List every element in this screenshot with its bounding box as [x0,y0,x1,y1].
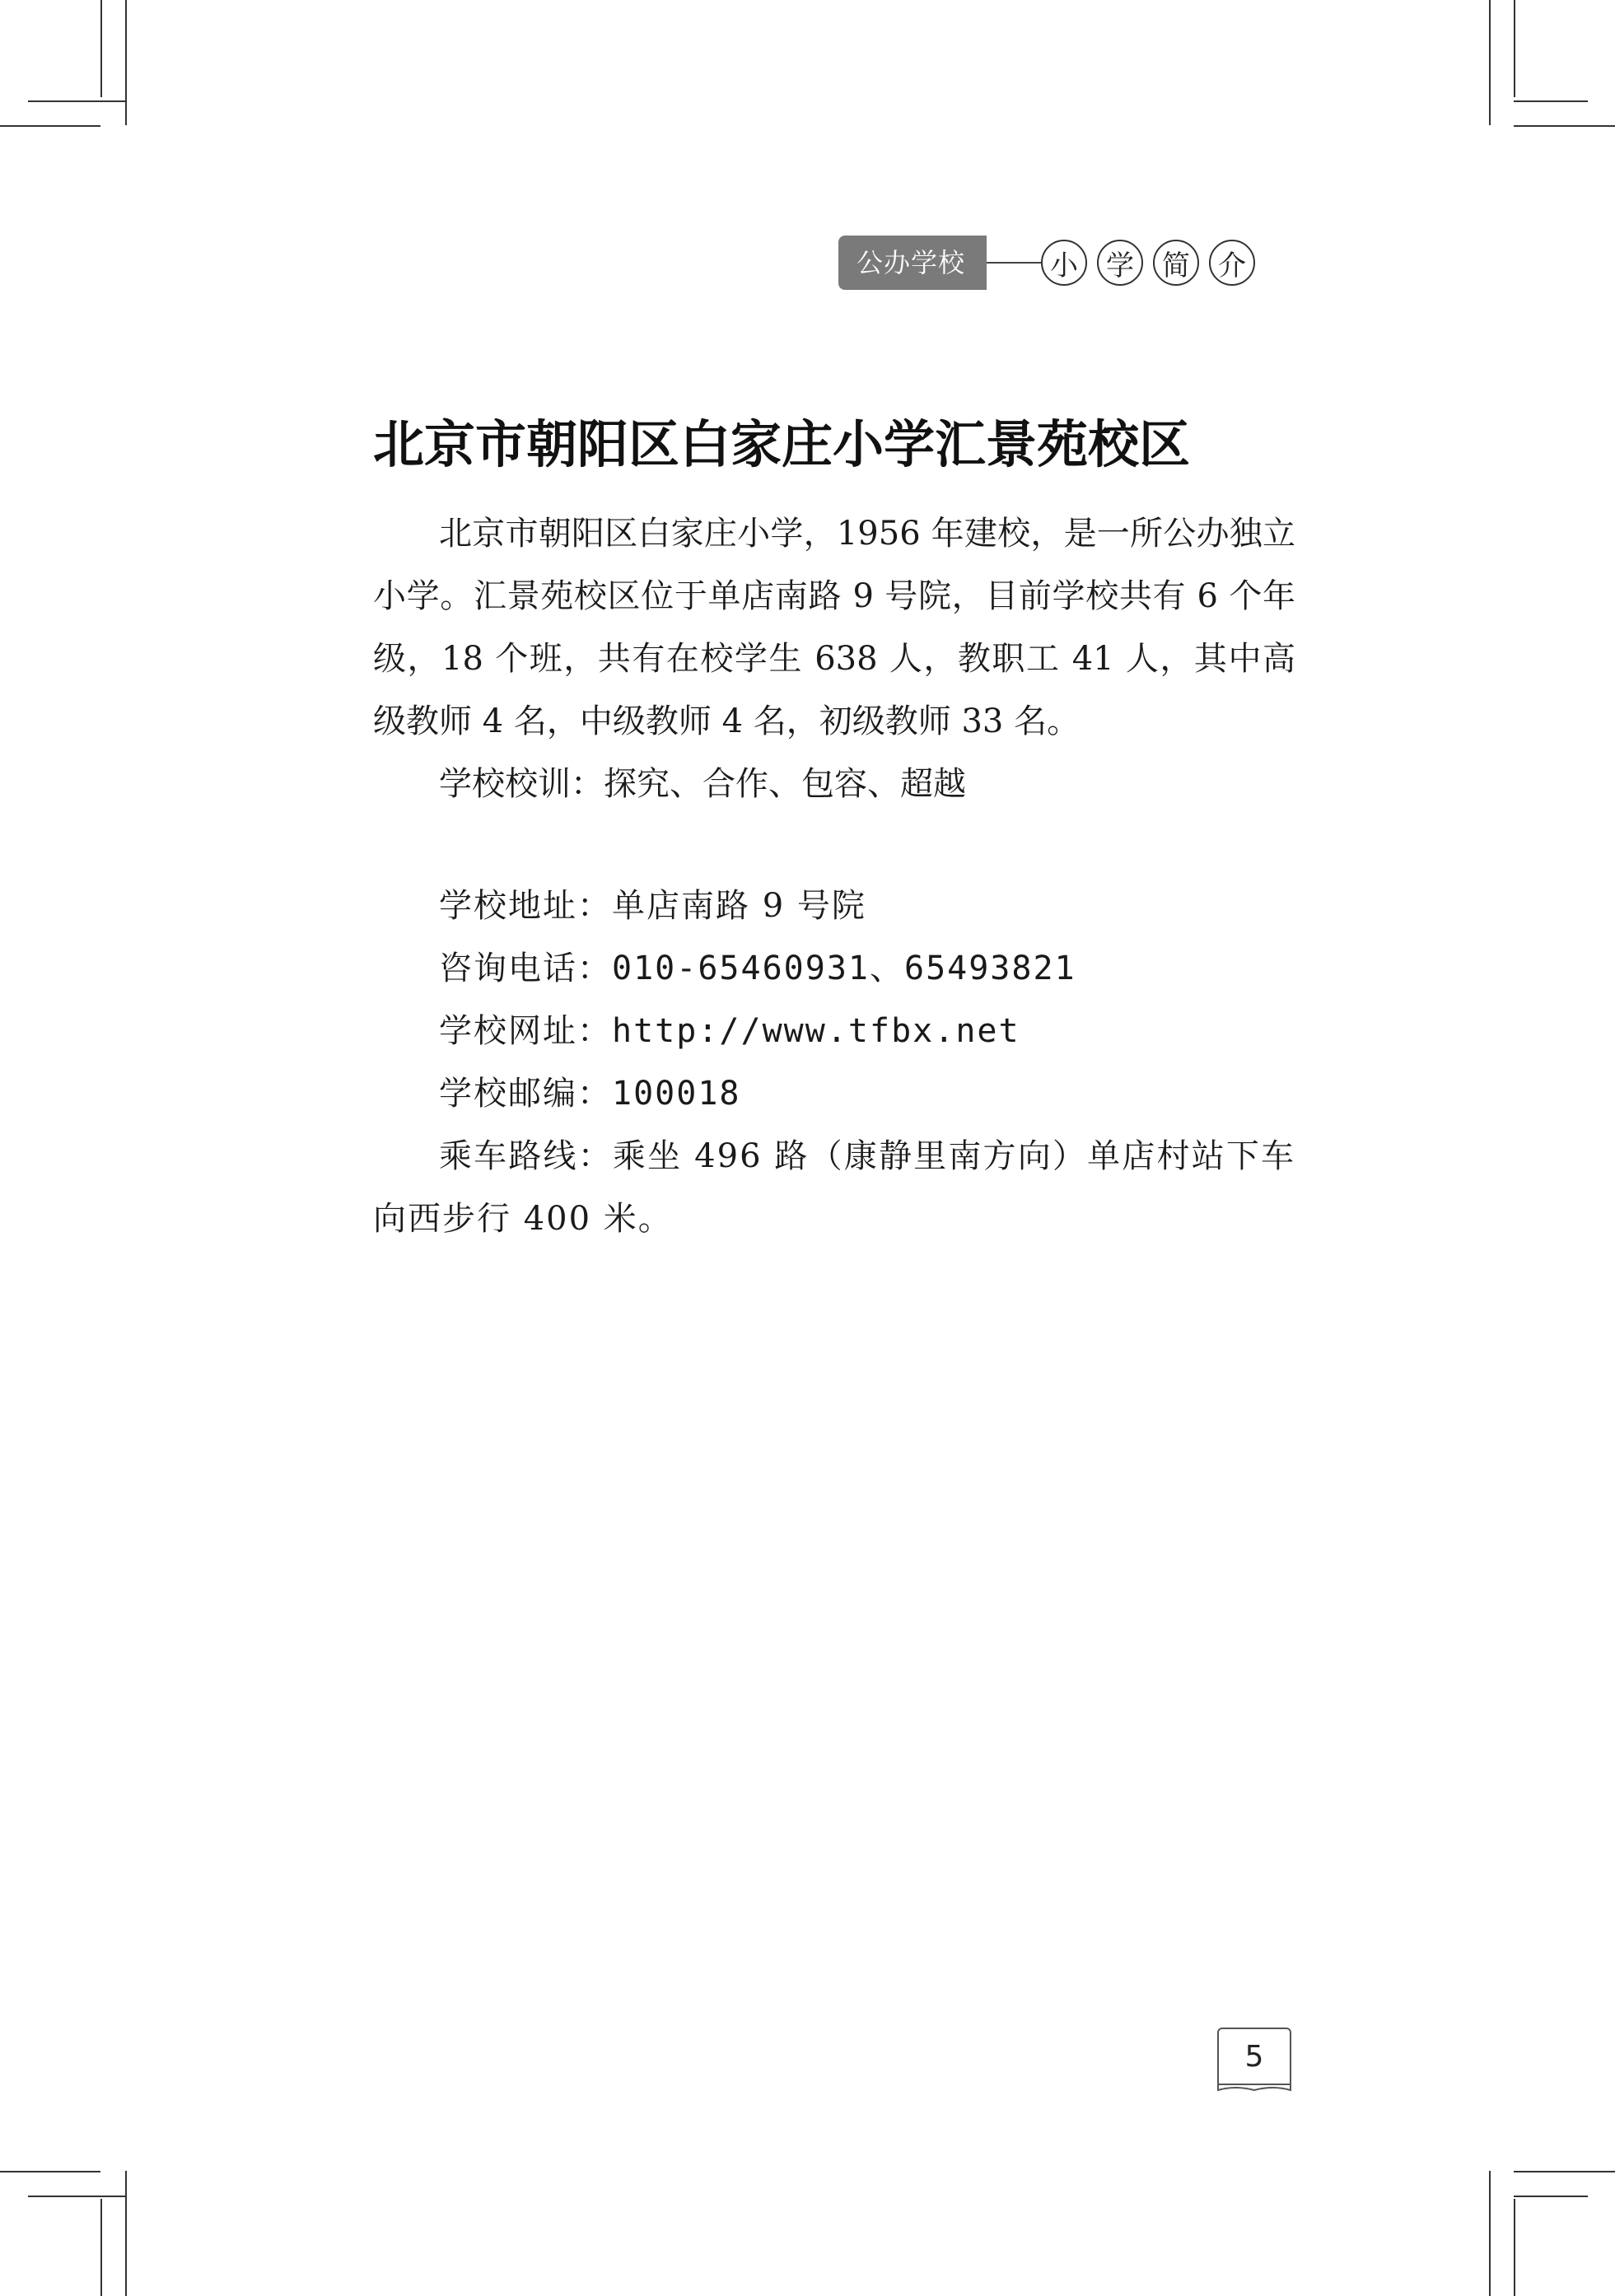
postcode-value: 100018 [612,1075,741,1113]
address-value: 单店南路 9 号院 [612,887,866,925]
header-circle-char: 小 [1041,240,1087,286]
address-label: 学校地址： [439,887,612,925]
crop-mark [100,2199,102,2296]
route-value: 乘坐 496 路（康静里南方向）单店村站下车向西步行 400 米。 [373,1137,1296,1238]
crop-mark [1489,2171,1491,2296]
page-number-badge [1217,2028,1291,2092]
crop-mark [125,2171,127,2296]
route-line [373,1125,1295,1250]
header-title-circles [1041,240,1255,286]
crop-mark [1514,2196,1588,2197]
crop-mark [28,100,125,102]
section-gap [373,815,1295,875]
running-header [838,236,1255,290]
school-title: 北京市朝阳区白家庄小学汇景苑校区 [373,414,1191,474]
school-description [373,502,1295,1250]
header-circle-char: 学 [1097,240,1143,286]
crop-mark [1514,100,1588,102]
address-line [373,875,1295,937]
header-circle-char: 介 [1209,240,1255,286]
motto-value: 探究、合作、包容、超越 [604,765,966,803]
postcode-line [373,1062,1295,1125]
section-tag: 公办学校 [838,236,987,290]
motto-label: 学校校训： [439,765,604,803]
crop-mark [1514,125,1615,127]
crop-mark [100,0,102,97]
crop-mark [1514,2171,1615,2172]
crop-mark [28,2196,125,2197]
phone-value: 010-65460931、65493821 [612,950,1076,987]
route-label: 乘车路线： [439,1137,613,1175]
website-value: http://www.tfbx.net [612,1012,1020,1050]
crop-mark [1514,0,1515,97]
crop-mark [125,0,127,125]
book-base-icon [1217,2082,1291,2092]
phone-line [373,937,1295,1000]
postcode-label: 学校邮编： [439,1075,612,1113]
motto-line [373,753,1295,815]
crop-mark [0,2171,100,2172]
phone-label: 咨询电话： [439,950,612,987]
website-label: 学校网址： [439,1012,612,1050]
crop-mark [1514,2199,1515,2296]
website-line [373,1000,1295,1062]
intro-paragraph: 北京市朝阳区白家庄小学，1956 年建校，是一所公办独立小学。汇景苑校区位于单店南路 9 号院，目前学校共有 6 个年级，18 个班，共有在校学生 638 人，教职工 41 人，其中高级教师 4 名，中级教师 4 名，初级教师 33 名。 [373,515,1295,740]
crop-mark [0,125,100,127]
page-number: 5 [1217,2028,1291,2085]
crop-mark [1489,0,1491,125]
header-connector [987,262,1041,264]
header-circle-char: 简 [1153,240,1199,286]
